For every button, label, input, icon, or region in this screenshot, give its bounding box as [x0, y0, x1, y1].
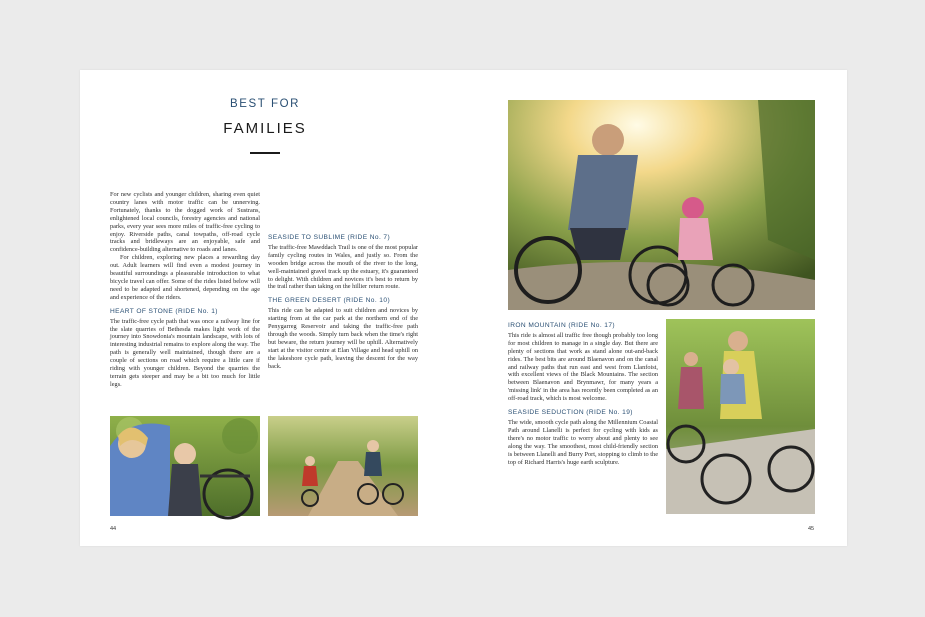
text-column-1 [110, 191, 260, 388]
page-number-right: 45 [808, 526, 815, 532]
ride-heading-green-desert: THE GREEN DESERT (RIDE No. 10) [268, 297, 391, 305]
photo-family-sunlight-ride [508, 100, 815, 310]
photo-family-child-seat [666, 319, 815, 514]
ride-heading-seaside-seduction: SEASIDE SEDUCTION (RIDE No. 19) [508, 409, 633, 417]
photo-child-with-bike [110, 416, 260, 516]
text-column-3 [508, 322, 658, 466]
ride-text-seaside-seduction: The wide, smooth cycle path along the Millennium Coastal Path around Llanelli is perfect for cycling with kids as there's no motor traffic to worry about and plenty to see along the way. The smoothest, most child-friendly section is between Llanelli and Burry Port, stopping to climb to the top of Richard Harris's huge earth sculpture. [508, 418, 658, 466]
intro-paragraph-2: For children, exploring new places a rewarding day out. Adult learners will find even a modest journey in beautiful surroundings a pleasurable introduction to what bicycle travel can offer. Some of the rides listed below will need to be adapted and shortened, depending on the age and experience of the riders. [110, 254, 260, 301]
ride-heading-iron-mountain: IRON MOUNTAIN (RIDE No. 17) [508, 322, 616, 329]
ride-heading-heart-of-stone: HEART OF STONE (RIDE No. 1) [110, 307, 218, 315]
ride-text-iron-mountain: This ride is almost all traffic free though probably too long for most children to manage in a single day. But there are plenty of sections that work as stand alone out-and-back rides. The best bits are around Blaenavon and on the canal and railway paths that run east and west from Llanfoist, with excellent views of the Black Mountains. The section between Blaenavon and Brynmawr, for many years a 'missing link' in the area has recently been completed as an off-road track, which is most welcome. [508, 331, 658, 403]
page-title: FAMILIES [223, 120, 307, 137]
ride-text-seaside-to-sublime: The traffic-free Mawddach Trail is one of the most popular family cycling routes in Wales, and justly so. From the wooden bridge across the mouth of the river to the long, well-maintained gravel track up the estuary, it's guaranteed to delight. With children and novices it's best to return by the trail rather than taking on the hillier return route. [268, 243, 418, 291]
ride-heading-seaside-to-sublime: SEASIDE TO SUBLIME (RIDE No. 7) [268, 234, 391, 241]
page-number-left: 44 [110, 526, 117, 532]
ride-text-heart-of-stone: The traffic-free cycle path that was once a railway line for the slate quarries of Bethesda makes light work of the journey into Snowdonia's mountain landscape, with lots of interesting industrial remains to explore along the way. The path is generally well maintained, though there are a couple of sections on road which require a little care if riding with younger children. Beyond the quarries the terrain gets steeper and may be a bit too much for little legs. [110, 317, 260, 388]
photo-children-on-path [268, 416, 418, 516]
text-column-2 [268, 191, 418, 371]
title-divider [250, 152, 280, 154]
section-kicker: BEST FOR [229, 98, 301, 110]
intro-paragraph-1: For new cyclists and younger children, sharing even quiet country lanes with motor traffic can be unnerving. Fortunately, thanks to the dogged work of Sustrans, enlightened local councils, forestry agencies and national parks, every year sees more miles of traffic-free cycling to enjoy. Riverside paths, canal towpaths, off-road cycle tracks and bridleways are an enjoyable, safe and confidence-building alternative to roads and lanes. [110, 191, 260, 254]
ride-text-green-desert: This ride can be adapted to suit children and novices by starting from at the car park at the northern end of the Penygarreg Reservoir and taking the traffic-free path through the woods. Simply turn back when the time's right but beware, the return journey will be uphill. Alternatively start at the visitor centre at Elan Village and head uphill on the lakeshore cycle path, leaving the descent for the way back. [268, 307, 418, 370]
